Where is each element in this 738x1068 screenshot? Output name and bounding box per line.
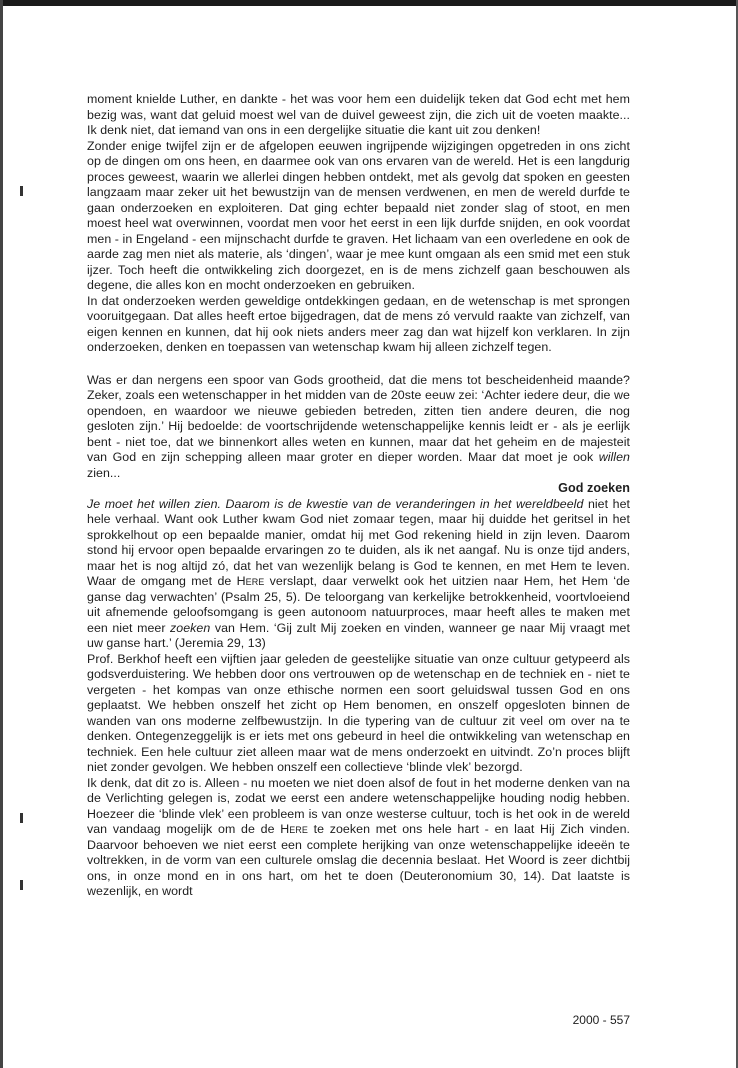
paragraph-luther: moment knielde Luther, en dankte - het was voor hem een duidelijk teken dat God echt met hem bezig was, want dat geluid moest wel van de duivel geweest zijn, die zich uit de voeten maakte... Ik denk niet, dat iemand van ons in een dergelijke situatie die kant uit zou denken! bbox=[87, 92, 630, 137]
scan-edge-left bbox=[0, 0, 3, 1068]
section-heading: God zoeken bbox=[558, 481, 630, 495]
paragraph-science: In dat onderzoeken werden geweldige ontdekkingen gedaan, en de wetenschap is met sprongen vooruitgegaan. Dat alles heeft ertoe bijgedragen, dat de mens zó vervuld raakte van zichzelf, van eigen kennen en kunnen, dat hij ook niets anders meer zag dan wat hijzelf kon verklaren. In zijn onderzoeken, denken en toepassen van wetenschap kwam hij alleen zichzelf tegen. bbox=[87, 293, 630, 354]
margin-mark bbox=[20, 880, 23, 890]
paragraph-gap bbox=[87, 356, 630, 373]
paragraph-berkhof: Prof. Berkhof heeft een vijftien jaar geleden de geestelijke situatie van onze cultuur getypeerd als godsverduistering. We hebben door ons vertrouwen op de wetenschap en de techniek en - niet te vergeten - het kompas van onze ethische normen een soort geluidswal tussen God en ons geplaatst. We hebben onszelf het zicht op Hem benomen, en onszelf opgesloten binnen de wanden van ons moderne zelfbewustzijn. In die typering van de cultuur zit veel om over na te denken. Ontegenzeggelijk is er iets met ons gebeurd in heel die ontwikkeling van wetenschap en techniek. Een hele cultuur ziet alleen maar wat de mens onderzoekt en uitvindt. Zo’n proces blijft niet zonder gevolgen. We hebben onszelf een collectieve ‘blinde vlek’ bezorgd. bbox=[87, 651, 630, 774]
margin-mark bbox=[20, 813, 23, 823]
paragraph-seeking: Je moet het willen zien. Daarom is de kwestie van de veranderingen in het wereldbeeld niet het hele verhaal. Want ook Luther kwam God niet zomaar tegen, maar hij duidde het geritsel in het sprokkelhout op een bepaalde manier, omdat hij met God rekening hield in zijn leven. Daarom stond hij ervoor open bepaalde ervaringen zo te duiden, als ik net aangaf. Nu is onze tijd anders, maar het is nog altijd zó, dat het van wezenlijk belang is God te kennen, en met Hem te leven. Waar de omgang met de Here verslapt, daar verwelkt ook het uitzien naar Hem, het Hem ‘de ganse dag verwachten’ (Psalm 25, 5). De teloorgang van kerkelijke betrokkenheid, voortvloeiend uit afnemende geloofsomgang is geen autonoom natuurproces, maar heeft alles te maken met een niet meer zoeken van Hem. ‘Gij zult Mij zoeken en vinden, wanneer ge naar Mij vraagt met uw ganse hart.’ (Jeremia 29, 13) bbox=[87, 496, 630, 650]
page-number: 2000 - 557 bbox=[572, 1013, 630, 1027]
paragraph-enlightenment: Ik denk, dat dit zo is. Alleen - nu moeten we niet doen alsof de fout in het moderne denken van na de Verlichting gelegen is, zodat we eerst een andere wetenschappelijke houding nodig hebben. Hoezeer die ‘blinde vlek’ een probleem is van onze westerse cultuur, toch is het ook in de wereld van vandaag mogelijk om de de Here te zoeken met ons hele hart - en laat Hij Zich vinden. Daarvoor behoeven we niet eerst een complete herijking van onze wetenschappelijke ideeën te voltrekken, in de vorm van een culturele omslag die decennia beslaat. Het Woord is zeer dichtbij ons, in onze mond en in ons hart, om het te doen (Deuteronomium 30, 14). Dat laatste is wezenlijk, en wordt bbox=[87, 775, 630, 898]
paragraph-greatness: Was er dan nergens een spoor van Gods grootheid, dat die mens tot bescheidenheid maande? Zeker, zoals een wetenschapper in het midden van de 20ste eeuw zei: ‘Achter iedere deur, die we opendoen, en waardoor we nieuwe gebieden betreden, zitten tien andere deuren, die nog gesloten zijn.’ Hij bedoelde: de voortschrijdende wetenschappelijke kennis leidt er - als je eerlijk bent - niet toe, dat we binnenkort alles weten en kunnen, maar dat het geheim en de majesteit van God en zijn schepping alleen maar groter en dieper worden. Maar dat moet je ook willen zien... bbox=[87, 372, 630, 480]
scan-edge-top bbox=[0, 0, 738, 6]
paragraph-worldview: Zonder enige twijfel zijn er de afgelopen eeuwen ingrijpende wijzigingen opgetreden in ons zicht op de dingen om ons heen, en daarmee ook van ons ervaren van de wereld. Het is een langdurig proces geweest, waarin we allerlei dingen hebben ontdekt, met als gevolg dat spoken en geesten langzaam maar zeker uit het bewustzijn van de mensen verdwenen, en men de wereld durfde te gaan onderzoeken en exploiteren. Dat ging echter bepaald niet zonder slag of stoot, en men moest heel wat overwinnen, voordat men voor het eerst in een lijk durfde snijden, en ook voordat men - in Engeland - een mijnschacht durfde te graven. Het lichaam van een overledene en ook de aarde zag men niet als materie, als ‘dingen’, waar je mee kunt omgaan als een smid met een stuk ijzer. Toch heeft die ontwikkeling zich doorgezet, en is de mens zichzelf gaan beschouwen als degene, die alles kon en mocht onderzoeken en gebruiken. bbox=[87, 138, 630, 292]
margin-mark bbox=[20, 186, 23, 196]
page-body bbox=[87, 92, 630, 900]
